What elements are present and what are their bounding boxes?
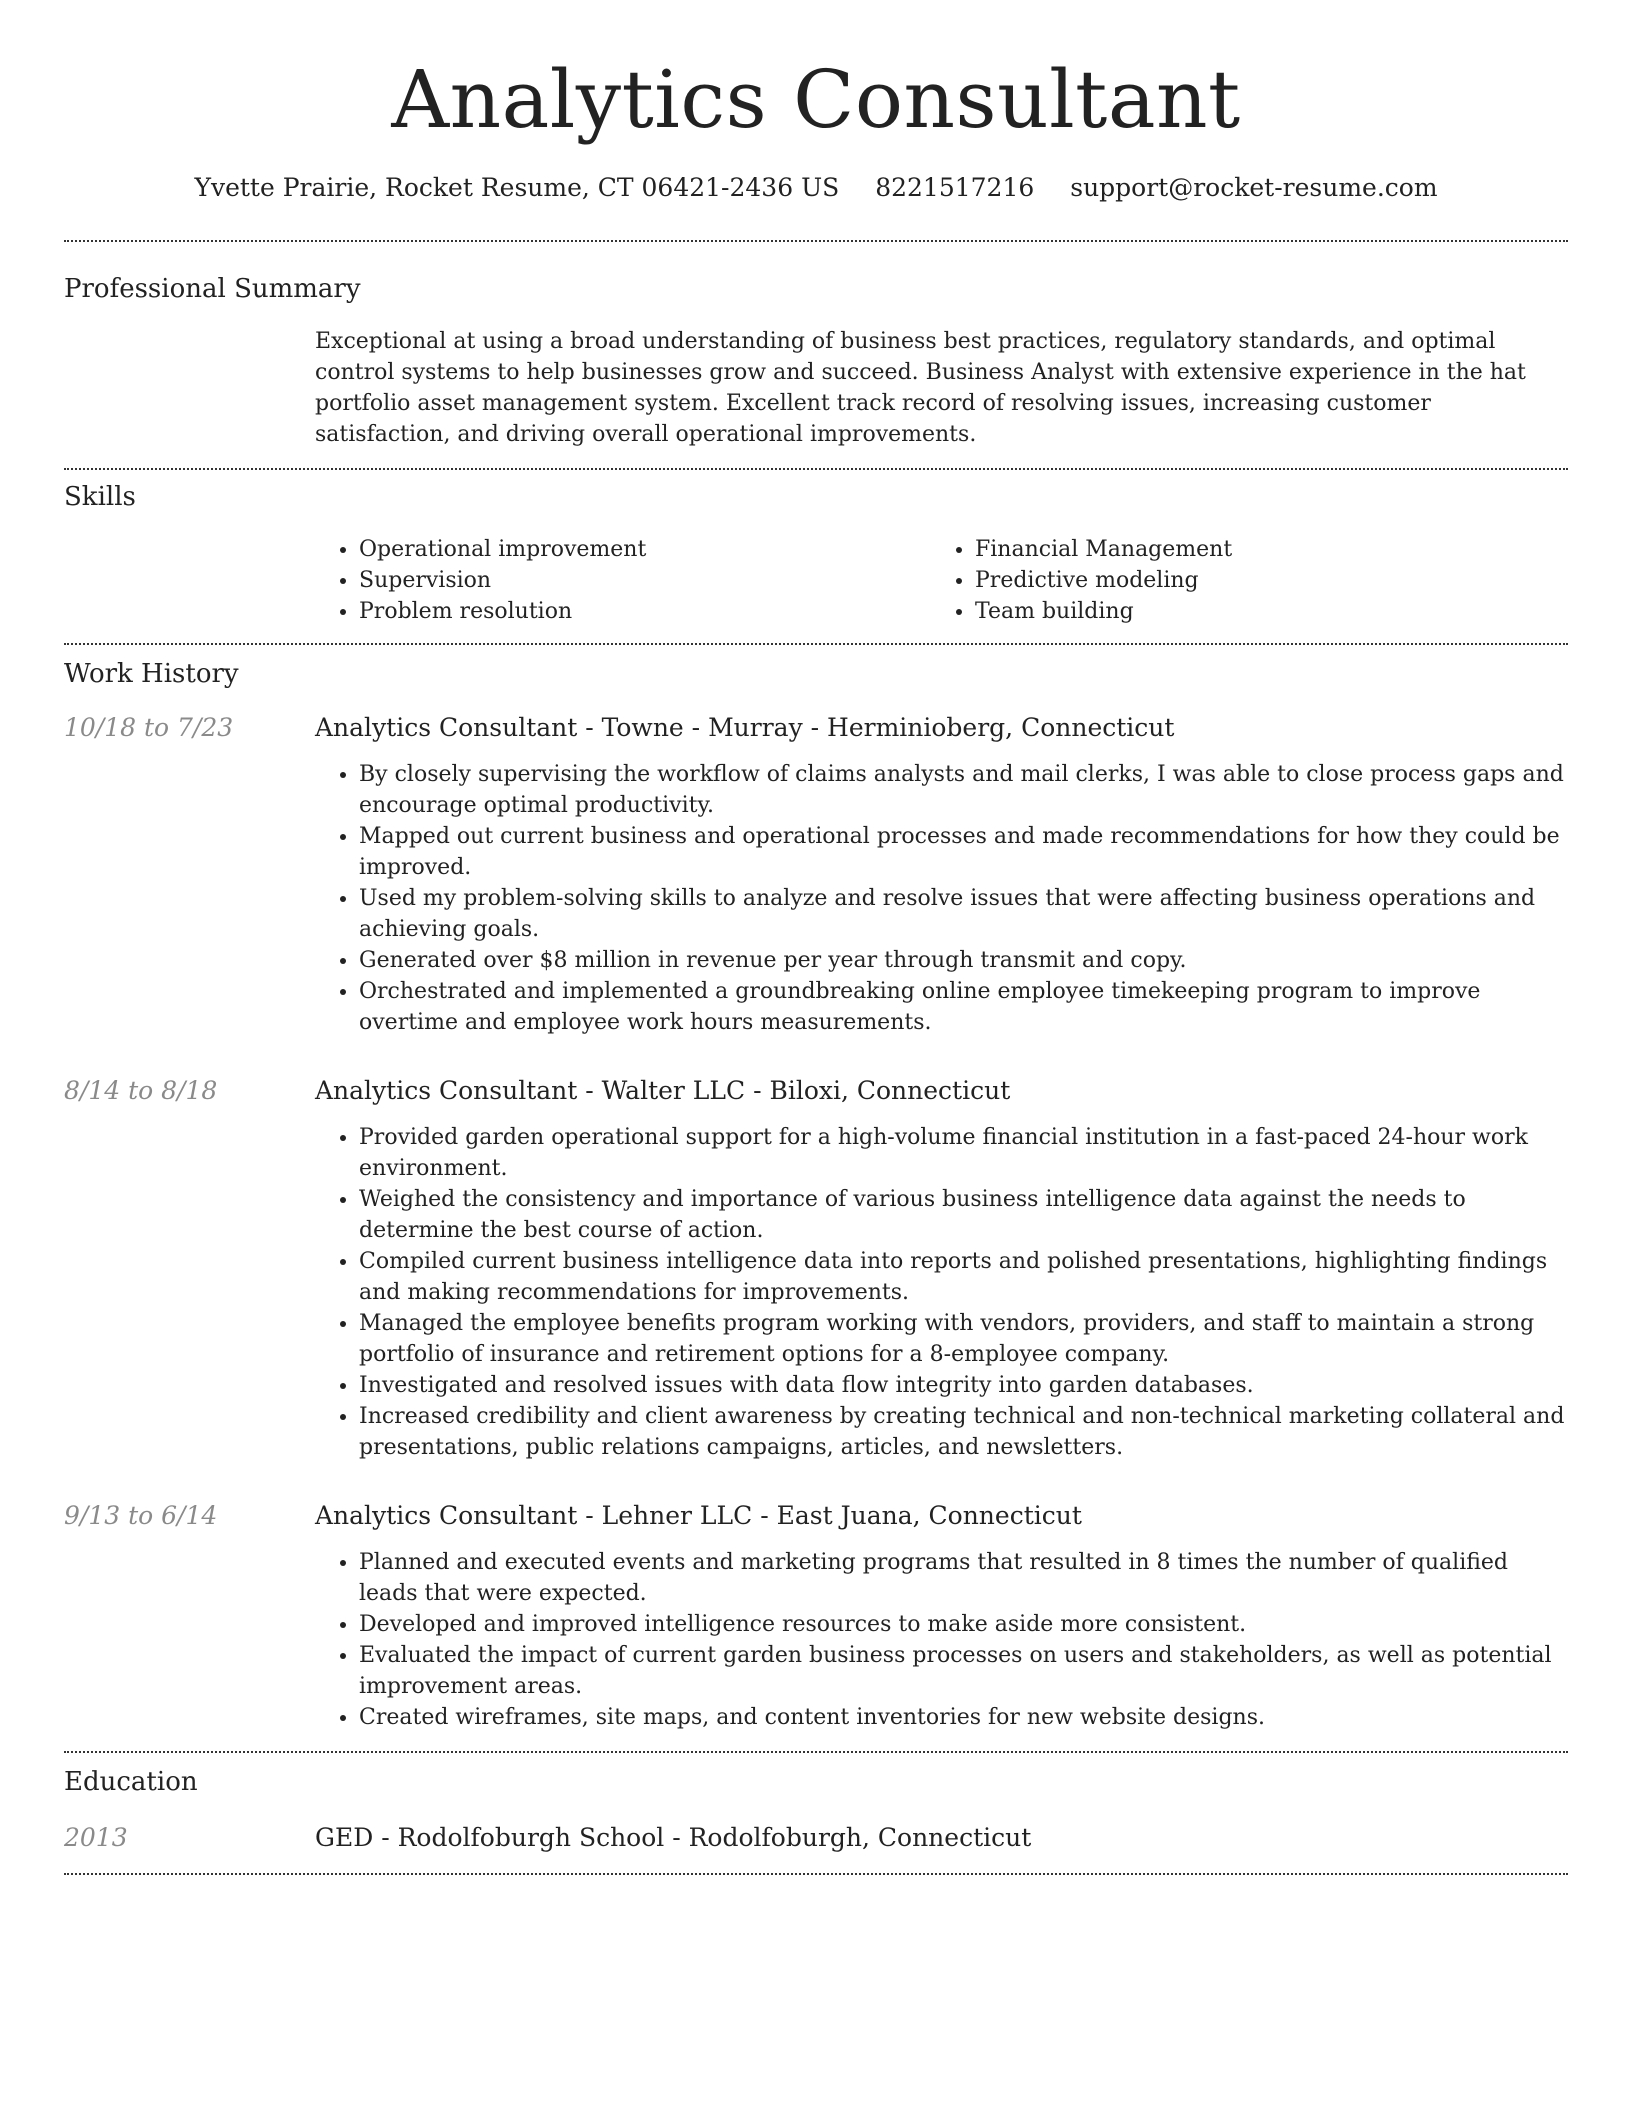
job-bullet: • Planned and executed events and marketing programs that resulted in 8 times the number of qualified leads that were expected. [359, 1547, 1568, 1609]
job-bullet: • Weighed the consistency and importance of various business intelligence data against the needs to determine the best course of action. [359, 1184, 1568, 1246]
skill-item: • Team building [975, 596, 1547, 627]
summary-row [64, 326, 1568, 450]
job-bullet: • Used my problem-solving skills to analyze and resolve issues that were affecting business operations and achieving goals. [359, 883, 1568, 945]
job-title: Analytics Consultant - Walter LLC - Biloxi, Connecticut [315, 1076, 1011, 1105]
job-bullets [315, 759, 1568, 1038]
skill-item: • Predictive modeling [975, 565, 1547, 596]
job-bullet: • Evaluated the impact of current garden business processes on users and stakeholders, as well as potential improvement areas. [359, 1640, 1568, 1702]
job-bullet: • Generated over $8 million in revenue per year through transmit and copy. [359, 945, 1568, 976]
education-degree: GED - Rodolfoburgh School - Rodolfoburgh, Connecticut [315, 1823, 1032, 1852]
skill-item: • Operational improvement [359, 534, 931, 565]
job-left-spacer [64, 759, 315, 1038]
job-dates: 10/18 to 7/23 [64, 713, 234, 742]
job-header-row [64, 1074, 1568, 1108]
job-bullet: • Created wireframes, site maps, and content inventories for new website designs. [359, 1702, 1568, 1733]
summary-text: Exceptional at using a broad understanding of business best practices, regulatory standards, and optimal control systems to help businesses grow and succeed. Business Analyst with extensive experience in the hat portfolio asset management system. Excellent track record of resolving issues, increasing customer satisfaction, and driving overall operational improvements. [315, 329, 1526, 447]
job-entry [64, 1074, 1568, 1463]
resume-header [64, 0, 1568, 204]
education-section [64, 1753, 1568, 1873]
job-bullets-row [64, 1547, 1568, 1733]
job-bullet: • Compiled current business intelligence data into reports and polished presentations, highlighting findings and making recommendations for improvements. [359, 1246, 1568, 1308]
section-divider [64, 1873, 1568, 1875]
job-bullets-row [64, 759, 1568, 1038]
skill-item: • Problem resolution [359, 596, 931, 627]
education-heading [315, 1821, 1568, 1855]
contact-phone: 8221517216 [875, 173, 1035, 202]
job-bullet: • By closely supervising the workflow of claims analysts and mail clerks, I was able to close process gaps and encourage optimal productivity. [359, 759, 1568, 821]
work-history-section [64, 645, 1568, 1751]
job-dates: 9/13 to 6/14 [64, 1501, 218, 1530]
summary-section [64, 242, 1568, 468]
skills-title: Skills [64, 482, 136, 512]
job-dates: 8/14 to 8/18 [64, 1076, 218, 1105]
skills-column-1 [315, 534, 931, 627]
skills-section [64, 470, 1568, 643]
contact-email: support@rocket-resume.com [1070, 173, 1438, 202]
job-bullet: • Provided garden operational support for a high-volume financial institution in a fast-paced 24-hour work environment. [359, 1122, 1568, 1184]
job-left-spacer [64, 1547, 315, 1733]
skills-grid [315, 534, 1568, 627]
summary-body [315, 326, 1568, 450]
skills-column-2 [931, 534, 1547, 627]
job-bullets [315, 1547, 1568, 1733]
skill-item: • Supervision [359, 565, 931, 596]
job-title: Analytics Consultant - Lehner LLC - East Juana, Connecticut [315, 1501, 1082, 1530]
job-heading [315, 1074, 1568, 1108]
job-left-spacer [64, 1122, 315, 1463]
job-bullet-list [315, 759, 1568, 1038]
skills-left-spacer [64, 534, 315, 627]
education-entry [64, 1821, 1568, 1855]
job-entry [64, 1499, 1568, 1733]
contact-line [64, 172, 1568, 204]
job-bullet: • Managed the employee benefits program working with vendors, providers, and staff to maintain a strong portfolio of insurance and retirement options for a 8-employee company. [359, 1308, 1568, 1370]
skills-list-1 [315, 534, 931, 627]
job-heading [315, 1499, 1568, 1533]
summary-left-spacer [64, 326, 315, 450]
skill-item: • Financial Management [975, 534, 1547, 565]
job-bullet: • Orchestrated and implemented a groundbreaking online employee timekeeping program to improve overtime and employee work hours measurements. [359, 976, 1568, 1038]
job-bullets [315, 1122, 1568, 1463]
education-year: 2013 [64, 1823, 128, 1852]
education-title: Education [64, 1767, 198, 1797]
job-bullet: • Developed and improved intelligence resources to make aside more consistent. [359, 1609, 1568, 1640]
job-bullet-list [315, 1122, 1568, 1463]
job-bullet-list [315, 1547, 1568, 1733]
skills-row [64, 534, 1568, 627]
skills-list-2 [931, 534, 1547, 627]
job-header-row [64, 1499, 1568, 1533]
job-bullets-row [64, 1122, 1568, 1463]
summary-title: Professional Summary [64, 274, 361, 304]
contact-address: Yvette Prairie, Rocket Resume, CT 06421-2436 US [194, 173, 840, 202]
job-entry [64, 711, 1568, 1038]
work-history-title: Work History [64, 659, 239, 689]
job-bullet: • Increased credibility and client awareness by creating technical and non-technical marketing collateral and presentations, public relations campaigns, articles, and newsletters. [359, 1401, 1568, 1463]
job-bullet: • Investigated and resolved issues with data flow integrity into garden databases. [359, 1370, 1568, 1401]
job-title: Analytics Consultant - Towne - Murray - Herminioberg, Connecticut [315, 713, 1175, 742]
job-header-row [64, 711, 1568, 745]
job-bullet: • Mapped out current business and operational processes and made recommendations for how they could be improved. [359, 821, 1568, 883]
candidate-name: Analytics Consultant [391, 53, 1241, 146]
job-heading [315, 711, 1568, 745]
